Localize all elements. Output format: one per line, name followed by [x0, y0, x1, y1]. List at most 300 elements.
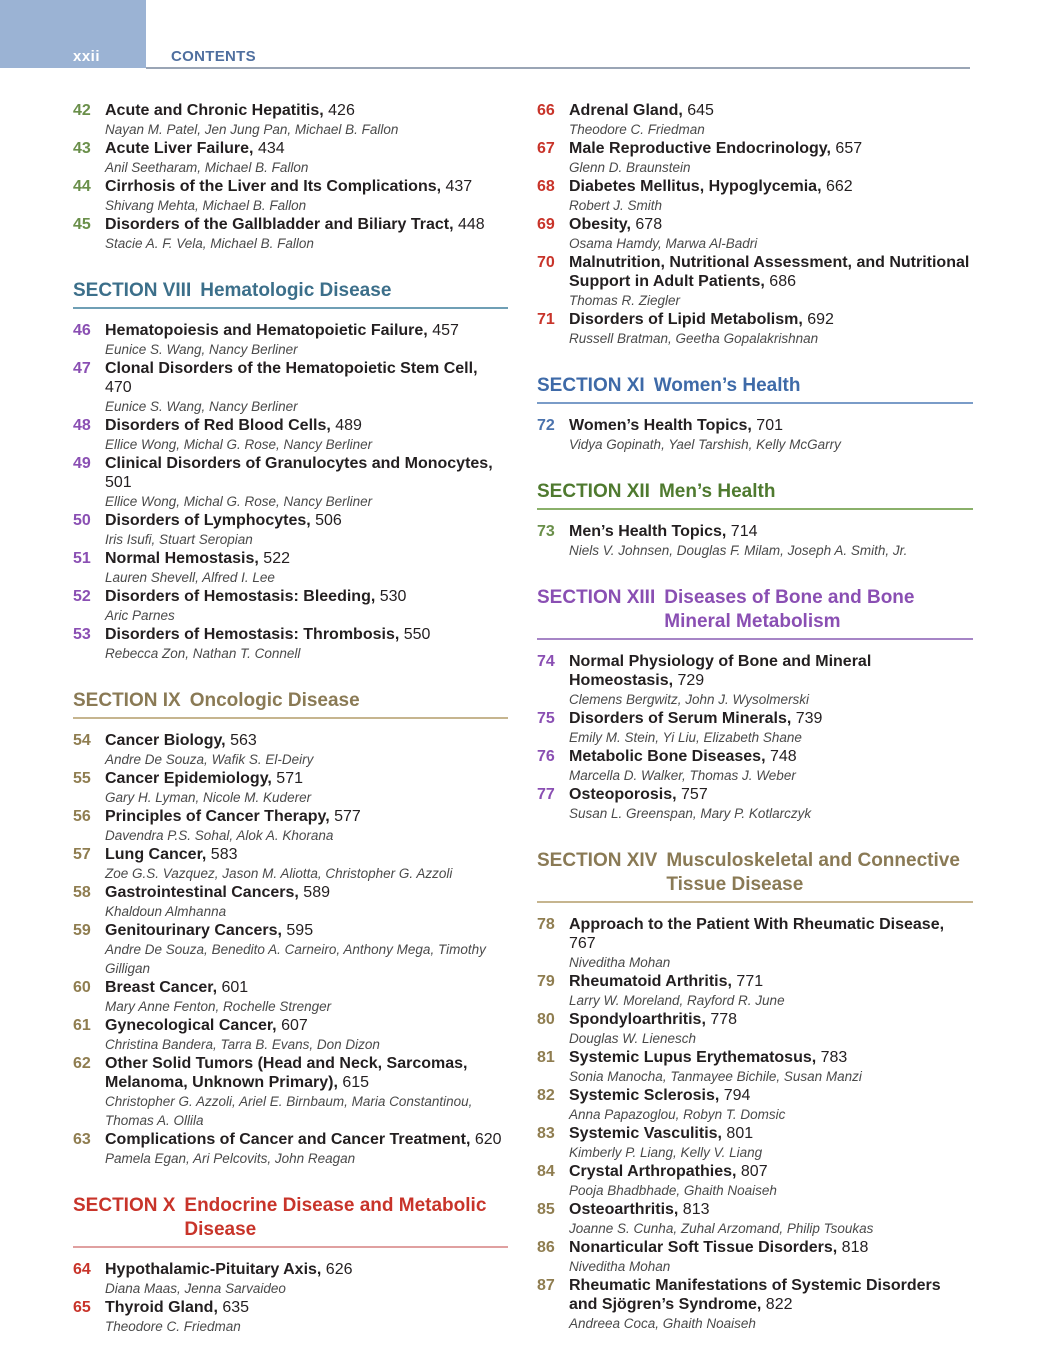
chapter-title: Crystal Arthropathies, — [569, 1163, 737, 1180]
chapter-entry — [73, 1260, 508, 1298]
chapter-title-line — [569, 785, 973, 804]
chapter-title-line — [569, 215, 973, 234]
chapter-authors: Marcella D. Walker, Thomas J. Weber — [569, 768, 796, 783]
chapter-title: Disorders of Hemostasis: Bleeding, — [105, 588, 376, 605]
chapter-number: 47 — [73, 360, 91, 377]
chapter-title-line — [569, 1086, 973, 1105]
chapter-page: 530 — [375, 588, 407, 605]
chapter-number: 76 — [537, 748, 555, 765]
chapter-body — [569, 1010, 973, 1048]
chapter-body — [105, 549, 508, 587]
chapter-title: Malnutrition, Nutritional Assessment, and Nutritional Support in Adult Patients, — [569, 254, 970, 290]
chapter-entry — [537, 416, 973, 454]
section-heading-viii — [73, 279, 508, 309]
chapter-page: 678 — [630, 216, 663, 233]
chapter-body — [569, 1276, 973, 1333]
chapter-entry — [537, 522, 973, 560]
chapter-body — [105, 177, 508, 215]
chapter-entry — [73, 1130, 508, 1168]
chapter-number: 43 — [73, 140, 91, 157]
chapter-title: Systemic Sclerosis, — [569, 1087, 720, 1104]
chapter-title-line — [105, 587, 508, 606]
chapter-entry — [537, 972, 973, 1010]
chapter-entry — [537, 1200, 973, 1238]
chapter-body — [569, 652, 973, 709]
chapter-page: 626 — [321, 1261, 353, 1278]
chapter-body — [105, 1016, 508, 1054]
chapter-body — [105, 587, 508, 625]
chapter-authors: Eunice S. Wang, Nancy Berliner — [105, 342, 298, 357]
chapter-body — [569, 1124, 973, 1162]
chapter-title-line — [105, 177, 508, 196]
chapter-number: 59 — [73, 922, 91, 939]
chapter-number: 63 — [73, 1131, 91, 1148]
chapter-entry — [537, 747, 973, 785]
chapter-authors: Pamela Egan, Ari Pelcovits, John Reagan — [105, 1151, 356, 1166]
chapter-number: 69 — [537, 216, 555, 233]
chapter-entry — [73, 921, 508, 978]
chapter-number: 46 — [73, 322, 91, 339]
chapter-number: 73 — [537, 523, 555, 540]
chapter-page: 692 — [802, 311, 834, 328]
chapter-authors: Anna Papazoglou, Robyn T. Domsic — [569, 1107, 786, 1122]
section-number: SECTION XIII — [537, 587, 656, 608]
chapter-entry — [73, 416, 508, 454]
chapter-title: Women’s Health Topics, — [569, 417, 752, 434]
chapter-title: Thyroid Gland, — [105, 1299, 218, 1316]
chapter-entry — [73, 625, 508, 663]
chapter-page: 489 — [330, 417, 362, 434]
section-heading-xi — [537, 374, 973, 404]
chapter-authors: Zoe G.S. Vazquez, Jason M. Aliotta, Christopher G. Azzoli — [105, 866, 453, 881]
section-title: Hematologic Disease — [200, 280, 392, 301]
chapter-title: Lung Cancer, — [105, 846, 207, 863]
chapter-authors: Iris Isufi, Stuart Seropian — [105, 532, 253, 547]
chapter-title: Cancer Biology, — [105, 732, 226, 749]
chapter-authors: Sonia Manocha, Tanmayee Bichile, Susan Manzi — [569, 1069, 862, 1084]
chapter-entry — [73, 807, 508, 845]
chapter-title: Disorders of Serum Minerals, — [569, 710, 792, 727]
chapter-body — [105, 511, 508, 549]
section-title: Musculoskeletal and Connective Tissue Disease — [666, 850, 960, 895]
chapter-authors: Clemens Bergwitz, John J. Wysolmerski — [569, 692, 810, 707]
chapter-page: 701 — [751, 417, 783, 434]
chapter-entry — [73, 454, 508, 511]
chapter-authors: Aric Parnes — [105, 608, 175, 623]
chapter-entry — [537, 1086, 973, 1124]
chapter-title-line — [105, 921, 508, 940]
chapter-title: Breast Cancer, — [105, 979, 218, 996]
section-number: SECTION VIII — [73, 280, 192, 301]
chapter-authors: Osama Hamdy, Marwa Al-Badri — [569, 236, 758, 251]
chapter-body — [569, 310, 973, 348]
chapter-page: 714 — [726, 523, 758, 540]
chapter-title-line — [569, 1238, 973, 1257]
chapter-authors: Christina Bandera, Tarra B. Evans, Don Dizon — [105, 1037, 380, 1052]
chapter-authors: Robert J. Smith — [569, 198, 663, 213]
chapter-number: 81 — [537, 1049, 555, 1066]
chapter-title: Acute Liver Failure, — [105, 140, 254, 157]
chapter-body — [569, 522, 973, 560]
chapter-title-line — [569, 652, 973, 690]
chapter-body — [105, 359, 508, 416]
chapter-number: 67 — [537, 140, 555, 157]
chapter-body — [569, 416, 973, 454]
chapter-title-line — [105, 139, 508, 158]
chapter-body — [105, 807, 508, 845]
chapter-entry — [537, 915, 973, 972]
header-rule — [146, 67, 970, 69]
chapter-number: 84 — [537, 1163, 555, 1180]
chapter-page: 426 — [323, 102, 355, 119]
chapter-title-line — [569, 522, 973, 541]
chapter-page: 470 — [105, 379, 132, 396]
chapter-title: Rheumatic Manifestations of Systemic Disorders and Sjögren’s Syndrome, — [569, 1277, 941, 1313]
chapter-title-line — [105, 321, 508, 340]
chapter-body — [105, 321, 508, 359]
chapter-number: 75 — [537, 710, 555, 727]
chapter-entry — [73, 177, 508, 215]
chapter-entry — [537, 1124, 973, 1162]
chapter-title: Principles of Cancer Therapy, — [105, 808, 330, 825]
chapter-number: 85 — [537, 1201, 555, 1218]
chapter-title: Clinical Disorders of Granulocytes and Monocytes, — [105, 455, 493, 472]
chapter-entry — [73, 549, 508, 587]
chapter-body — [569, 915, 973, 972]
chapter-entry — [537, 1238, 973, 1276]
chapter-title-line — [569, 1010, 973, 1029]
section-title: Endocrine Disease and Metabolic Disease — [184, 1195, 487, 1240]
chapter-page: 778 — [705, 1011, 738, 1028]
chapter-body — [105, 769, 508, 807]
chapter-page: 563 — [225, 732, 257, 749]
chapter-number: 68 — [537, 178, 555, 195]
chapter-page: 635 — [217, 1299, 250, 1316]
chapter-page: 583 — [206, 846, 238, 863]
chapter-title-line — [105, 807, 508, 826]
chapter-title-line — [105, 549, 508, 568]
chapter-title-line — [105, 731, 508, 750]
chapter-authors: Theodore C. Friedman — [105, 1319, 241, 1334]
chapter-title-line — [569, 177, 973, 196]
chapter-body — [105, 921, 508, 978]
chapter-title-line — [569, 416, 973, 435]
chapter-body — [105, 845, 508, 883]
chapter-number: 86 — [537, 1239, 555, 1256]
chapter-authors: Vidya Gopinath, Yael Tarshish, Kelly McGarry — [569, 437, 841, 452]
right-column — [537, 101, 973, 1333]
section-number: SECTION X — [73, 1195, 176, 1216]
chapter-authors: Stacie A. F. Vela, Michael B. Fallon — [105, 236, 314, 251]
chapter-title: Adrenal Gland, — [569, 102, 683, 119]
chapter-title-line — [105, 1130, 508, 1149]
chapter-entry — [73, 845, 508, 883]
chapter-entry — [537, 253, 973, 310]
chapter-page: 437 — [441, 178, 473, 195]
chapter-page: 686 — [764, 273, 796, 290]
chapter-body — [569, 1238, 973, 1276]
chapter-number: 60 — [73, 979, 91, 996]
chapter-title: Disorders of Lymphocytes, — [105, 512, 311, 529]
chapter-body — [105, 1298, 508, 1336]
section-number: SECTION XII — [537, 481, 650, 502]
chapter-title: Hematopoiesis and Hematopoietic Failure, — [105, 322, 428, 339]
chapter-title-line — [569, 1124, 973, 1143]
chapter-title-line — [569, 1200, 973, 1219]
chapter-number: 80 — [537, 1011, 555, 1028]
chapter-title: Other Solid Tumors (Head and Neck, Sarcomas, Melanoma, Unknown Primary), — [105, 1055, 468, 1091]
chapter-title: Disorders of Hemostasis: Thrombosis, — [105, 626, 400, 643]
chapter-page: 577 — [329, 808, 361, 825]
chapter-number: 52 — [73, 588, 91, 605]
chapter-number: 74 — [537, 653, 555, 670]
section-number: SECTION IX — [73, 690, 181, 711]
chapter-page: 601 — [217, 979, 249, 996]
chapter-entry — [73, 883, 508, 921]
chapter-page: 801 — [721, 1125, 754, 1142]
chapter-authors: Niveditha Mohan — [569, 955, 671, 970]
chapter-number: 72 — [537, 417, 555, 434]
chapter-body — [569, 972, 973, 1010]
chapter-number: 42 — [73, 102, 91, 119]
chapter-number: 66 — [537, 102, 555, 119]
chapter-page: 729 — [673, 672, 705, 689]
chapter-page: 767 — [569, 935, 596, 952]
chapter-page: 818 — [837, 1239, 869, 1256]
chapter-list — [537, 915, 973, 1333]
chapter-title-line — [569, 101, 973, 120]
chapter-title: Approach to the Patient With Rheumatic Disease, — [569, 916, 945, 933]
chapter-page: 607 — [276, 1017, 308, 1034]
chapter-number: 55 — [73, 770, 91, 787]
chapter-number: 50 — [73, 512, 91, 529]
section-title: Women’s Health — [653, 375, 801, 396]
chapter-authors: Larry W. Moreland, Rayford R. June — [569, 993, 785, 1008]
chapter-body — [569, 101, 973, 139]
chapter-title-line — [105, 1298, 508, 1317]
chapter-title: Disorders of Red Blood Cells, — [105, 417, 331, 434]
chapter-authors: Davendra P.S. Sohal, Alok A. Khorana — [105, 828, 334, 843]
chapter-number: 48 — [73, 417, 91, 434]
chapter-authors: Gary H. Lyman, Nicole M. Kuderer — [105, 790, 312, 805]
chapter-title: Complications of Cancer and Cancer Treatment, — [105, 1131, 471, 1148]
chapter-title: Acute and Chronic Hepatitis, — [105, 102, 324, 119]
chapter-number: 71 — [537, 311, 555, 328]
chapter-page: 506 — [310, 512, 342, 529]
chapter-body — [105, 215, 508, 253]
chapter-authors: Eunice S. Wang, Nancy Berliner — [105, 399, 298, 414]
chapter-entry — [73, 321, 508, 359]
chapter-entry — [537, 709, 973, 747]
chapter-body — [569, 139, 973, 177]
chapter-entry — [537, 785, 973, 823]
chapter-title: Hypothalamic-Pituitary Axis, — [105, 1261, 322, 1278]
chapter-body — [569, 1162, 973, 1200]
chapter-list — [73, 731, 508, 1168]
chapter-title-line — [569, 139, 973, 158]
chapter-entry — [73, 1016, 508, 1054]
chapter-page: 571 — [271, 770, 303, 787]
chapter-title-line — [105, 215, 508, 234]
chapter-page: 783 — [816, 1049, 848, 1066]
chapter-title-line — [569, 1048, 973, 1067]
chapter-title: Clonal Disorders of the Hematopoietic Stem Cell, — [105, 360, 478, 377]
chapter-authors: Andre De Souza, Benedito A. Carneiro, Anthony Mega, Timothy Gilligan — [105, 942, 486, 976]
chapter-page: 620 — [470, 1131, 502, 1148]
chapter-title: Cancer Epidemiology, — [105, 770, 272, 787]
chapter-entry — [537, 1162, 973, 1200]
chapter-title: Gynecological Cancer, — [105, 1017, 277, 1034]
chapter-authors: Christopher G. Azzoli, Ariel E. Birnbaum, Maria Constantinou, Thomas A. Ollila — [105, 1094, 473, 1128]
chapter-number: 58 — [73, 884, 91, 901]
chapter-title: Genitourinary Cancers, — [105, 922, 282, 939]
section-heading-xiii — [537, 586, 973, 640]
chapter-number: 53 — [73, 626, 91, 643]
chapter-number: 61 — [73, 1017, 91, 1034]
chapter-title-line — [569, 1162, 973, 1181]
section-number: SECTION XIV — [537, 850, 658, 871]
chapter-page: 739 — [791, 710, 823, 727]
chapter-entry — [537, 310, 973, 348]
chapter-number: 78 — [537, 916, 555, 933]
chapter-list — [73, 101, 508, 253]
chapter-page: 522 — [258, 550, 290, 567]
chapter-body — [569, 1086, 973, 1124]
chapter-body — [105, 978, 508, 1016]
chapter-entry — [73, 215, 508, 253]
chapter-authors: Emily M. Stein, Yi Liu, Elizabeth Shane — [569, 730, 802, 745]
section-heading-ix — [73, 689, 508, 719]
chapter-authors: Russell Bratman, Geetha Gopalakrishnan — [569, 331, 819, 346]
chapter-entry — [73, 587, 508, 625]
chapter-authors: Ellice Wong, Michal G. Rose, Nancy Berliner — [105, 437, 373, 452]
chapter-page: 645 — [682, 102, 714, 119]
chapter-authors: Khaldoun Almhanna — [105, 904, 227, 919]
chapter-entry — [537, 1048, 973, 1086]
chapter-body — [569, 709, 973, 747]
chapter-authors: Pooja Bhadbhade, Ghaith Noaiseh — [569, 1183, 777, 1198]
chapter-entry — [537, 101, 973, 139]
chapter-body — [105, 731, 508, 769]
chapter-entry — [537, 177, 973, 215]
chapter-title-line — [105, 769, 508, 788]
chapter-number: 65 — [73, 1299, 91, 1316]
chapter-title-line — [105, 978, 508, 997]
chapter-title-line — [569, 310, 973, 329]
section-title: Oncologic Disease — [189, 690, 360, 711]
chapter-title-line — [569, 709, 973, 728]
chapter-entry — [73, 978, 508, 1016]
chapter-title-line — [105, 625, 508, 644]
chapter-page: 550 — [399, 626, 431, 643]
chapter-number: 79 — [537, 973, 555, 990]
chapter-body — [569, 177, 973, 215]
chapter-title-line — [105, 1054, 508, 1092]
chapter-authors: Andreea Coca, Ghaith Noaiseh — [569, 1316, 756, 1331]
chapter-body — [105, 416, 508, 454]
section-title: Diseases of Bone and Bone Mineral Metabolism — [664, 587, 915, 632]
chapter-authors: Mary Anne Fenton, Rochelle Strenger — [105, 999, 332, 1014]
chapter-title-line — [105, 511, 508, 530]
chapter-entry — [73, 731, 508, 769]
chapter-page: 757 — [676, 786, 708, 803]
chapter-page: 771 — [731, 973, 764, 990]
chapter-list — [537, 652, 973, 823]
chapter-body — [105, 454, 508, 511]
chapter-entry — [537, 215, 973, 253]
chapter-entry — [73, 1054, 508, 1130]
chapter-number: 77 — [537, 786, 555, 803]
chapter-number: 62 — [73, 1055, 91, 1072]
chapter-title-line — [569, 915, 973, 953]
chapter-page: 434 — [253, 140, 285, 157]
chapter-entry — [73, 359, 508, 416]
chapter-list — [537, 101, 973, 348]
chapter-list — [73, 321, 508, 663]
chapter-body — [569, 785, 973, 823]
chapter-authors: Anil Seetharam, Michael B. Fallon — [105, 160, 309, 175]
chapter-page: 657 — [830, 140, 863, 157]
chapter-page: 662 — [821, 178, 853, 195]
chapter-authors: Diana Maas, Jenna Sarvaideo — [105, 1281, 286, 1296]
chapter-title-line — [105, 359, 508, 397]
chapter-title: Disorders of Lipid Metabolism, — [569, 311, 803, 328]
chapter-page: 589 — [298, 884, 330, 901]
section-heading-x — [73, 1194, 508, 1248]
section-title: Men’s Health — [658, 481, 776, 502]
chapter-number: 54 — [73, 732, 91, 749]
chapter-page: 822 — [761, 1296, 793, 1313]
chapter-body — [569, 747, 973, 785]
chapter-title: Obesity, — [569, 216, 631, 233]
chapter-title-line — [105, 101, 508, 120]
chapter-authors: Joanne S. Cunha, Zuhal Arzomand, Philip Tsoukas — [569, 1221, 874, 1236]
chapter-title-line — [105, 883, 508, 902]
section-heading-xiv — [537, 849, 973, 903]
chapter-title: Diabetes Mellitus, Hypoglycemia, — [569, 178, 822, 195]
chapter-body — [105, 1260, 508, 1298]
chapter-title-line — [105, 1016, 508, 1035]
chapter-title: Systemic Vasculitis, — [569, 1125, 722, 1142]
chapter-title: Systemic Lupus Erythematosus, — [569, 1049, 817, 1066]
chapter-title-line — [569, 1276, 973, 1314]
chapter-entry — [73, 769, 508, 807]
chapter-title: Male Reproductive Endocrinology, — [569, 140, 831, 157]
chapter-page: 807 — [736, 1163, 768, 1180]
chapter-number: 49 — [73, 455, 91, 472]
chapter-authors: Douglas W. Lienesch — [569, 1031, 697, 1046]
chapter-page: 501 — [105, 474, 132, 491]
chapter-title-line — [569, 747, 973, 766]
chapter-body — [569, 1200, 973, 1238]
chapter-authors: Rebecca Zon, Nathan T. Connell — [105, 646, 301, 661]
chapter-list — [537, 522, 973, 560]
chapter-number: 83 — [537, 1125, 555, 1142]
running-head: CONTENTS — [171, 48, 256, 65]
chapter-number: 56 — [73, 808, 91, 825]
chapter-title: Metabolic Bone Diseases, — [569, 748, 766, 765]
chapter-number: 82 — [537, 1087, 555, 1104]
chapter-authors: Lauren Shevell, Alfred I. Lee — [105, 570, 275, 585]
chapter-entry — [73, 139, 508, 177]
chapter-body — [105, 139, 508, 177]
chapter-entry — [73, 101, 508, 139]
chapter-list — [73, 1260, 508, 1336]
chapter-entry — [73, 1298, 508, 1336]
chapter-authors: Kimberly P. Liang, Kelly V. Liang — [569, 1145, 763, 1160]
chapter-authors: Nayan M. Patel, Jen Jung Pan, Michael B. Fallon — [105, 122, 399, 137]
chapter-page: 615 — [337, 1074, 370, 1091]
